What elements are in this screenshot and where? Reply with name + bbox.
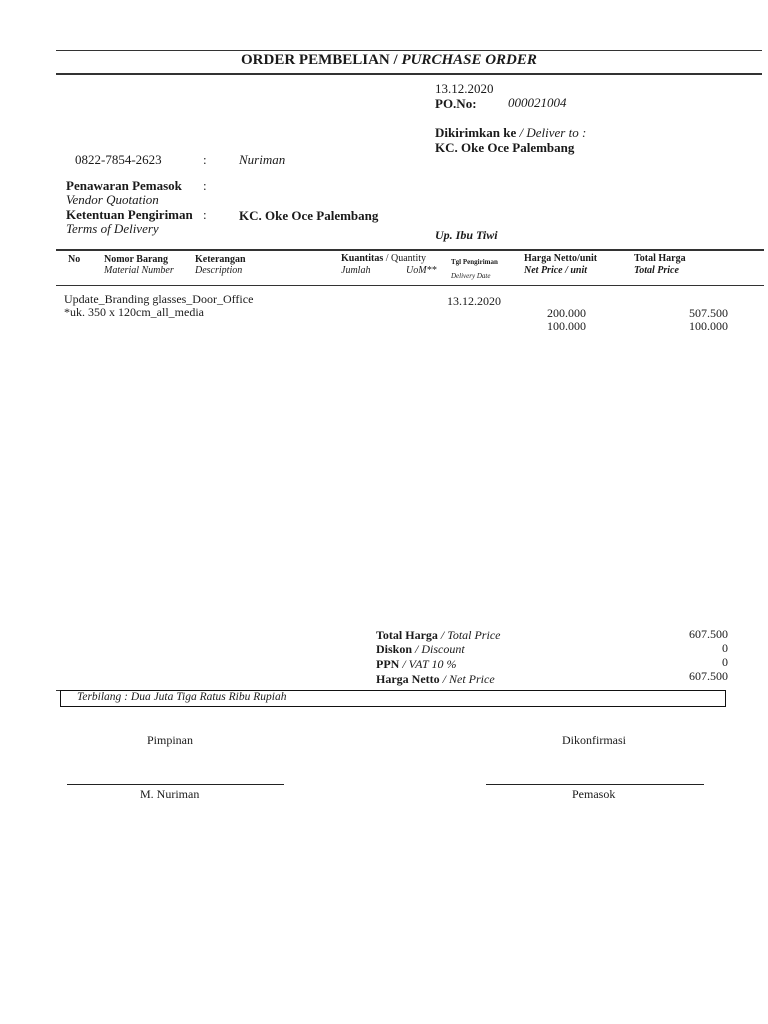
col-total-price-en: Total Price [634,265,679,276]
deliver-to-value: KC. Oke Oce Palembang [435,140,575,155]
col-uom: UoM** [406,265,437,276]
col-description: Keterangan [195,254,246,265]
col-total-price: Total Harga [634,253,686,264]
title-bottom-rule [56,73,762,75]
col-delivery-date-en: Delivery Date [451,272,491,280]
col-material-number-en: Material Number [104,265,174,276]
total-price-label [376,628,500,643]
vat-value: 0 [722,655,728,669]
page-title [241,52,537,69]
signature-right-line [486,784,704,785]
terms-colon: : [203,207,207,222]
col-quantity [341,253,426,264]
row-total-2: 100.000 [689,319,728,333]
row-description-line2: *uk. 350 x 120cm_all_media [64,305,204,319]
signature-right-title: Dikonfirmasi [562,733,626,747]
page-title-italic: PURCHASE ORDER [401,52,537,68]
col-quantity-en: / Quantity [383,253,427,264]
net-price-label [376,672,495,687]
page-title-main: ORDER PEMBELIAN / [241,52,402,68]
row-total-1: 507.500 [689,306,728,320]
vat-label [376,657,456,672]
net-price-value: 607.500 [689,669,728,683]
col-net-price-en: Net Price / unit [524,265,588,276]
net-price-label-id: Harga Netto [376,672,440,686]
vat-label-id: PPN [376,657,400,671]
amount-in-words-box [60,690,726,707]
attention-line: Up. Ibu Tiwi [435,228,498,242]
vendor-quotation-label: Penawaran Pemasok [66,178,182,193]
discount-label-id: Diskon [376,642,413,656]
deliver-to-label-en: / Deliver to : [516,125,587,140]
terms-of-delivery-value: KC. Oke Oce Palembang [239,208,379,223]
total-price-label-en: / Total Price [437,628,501,642]
total-price-value: 607.500 [689,627,728,641]
terms-of-delivery-label: Ketentuan Pengiriman [66,207,193,222]
row-net-price-1: 200.000 [547,306,586,320]
signature-left-line [67,784,284,785]
col-net-price: Harga Netto/unit [524,253,598,264]
table-header-bottom-rule [56,285,764,286]
vendor-quotation-label-en: Vendor Quotation [66,192,159,207]
col-material-number: Nomor Barang [104,254,168,265]
title-top-rule [56,50,762,51]
deliver-to-label-id: Dikirimkan ke [435,125,517,140]
row-net-price-2: 100.000 [547,319,586,333]
col-delivery-date: Tgl Pengiriman [451,258,498,266]
discount-label-en: / Discount [412,642,465,656]
vat-label-en: / VAT 10 % [399,657,457,671]
order-date: 13.12.2020 [435,81,494,96]
vendor-phone: 0822-7854-2623 [75,152,162,167]
phone-colon: : [203,152,207,167]
col-jumlah: Jumlah [341,265,371,276]
col-no: No [68,254,81,265]
po-number: 000021004 [508,95,567,110]
discount-label [376,642,465,657]
terms-of-delivery-label-en: Terms of Delivery [66,221,159,236]
signature-left-name: M. Nuriman [140,787,200,801]
discount-value: 0 [722,641,728,655]
signature-right-name: Pemasok [572,787,616,801]
col-description-en: Description [195,265,243,276]
total-price-label-id: Total Harga [376,628,438,642]
net-price-label-en: / Net Price [439,672,495,686]
col-quantity-id: Kuantitas [341,253,384,264]
row-description-line1: Update_Branding glasses_Door_Office [64,292,254,306]
table-header-top-rule [56,249,764,251]
deliver-to-label [435,125,586,141]
vendor-contact: Nuriman [239,152,286,167]
po-number-label: PO.No: [435,96,477,111]
row-delivery-date: 13.12.2020 [447,294,501,308]
amount-in-words: Terbilang : Dua Juta Tiga Ratus Ribu Rupiah [77,691,287,703]
vendor-quotation-colon: : [203,178,207,193]
signature-left-title: Pimpinan [147,733,194,747]
